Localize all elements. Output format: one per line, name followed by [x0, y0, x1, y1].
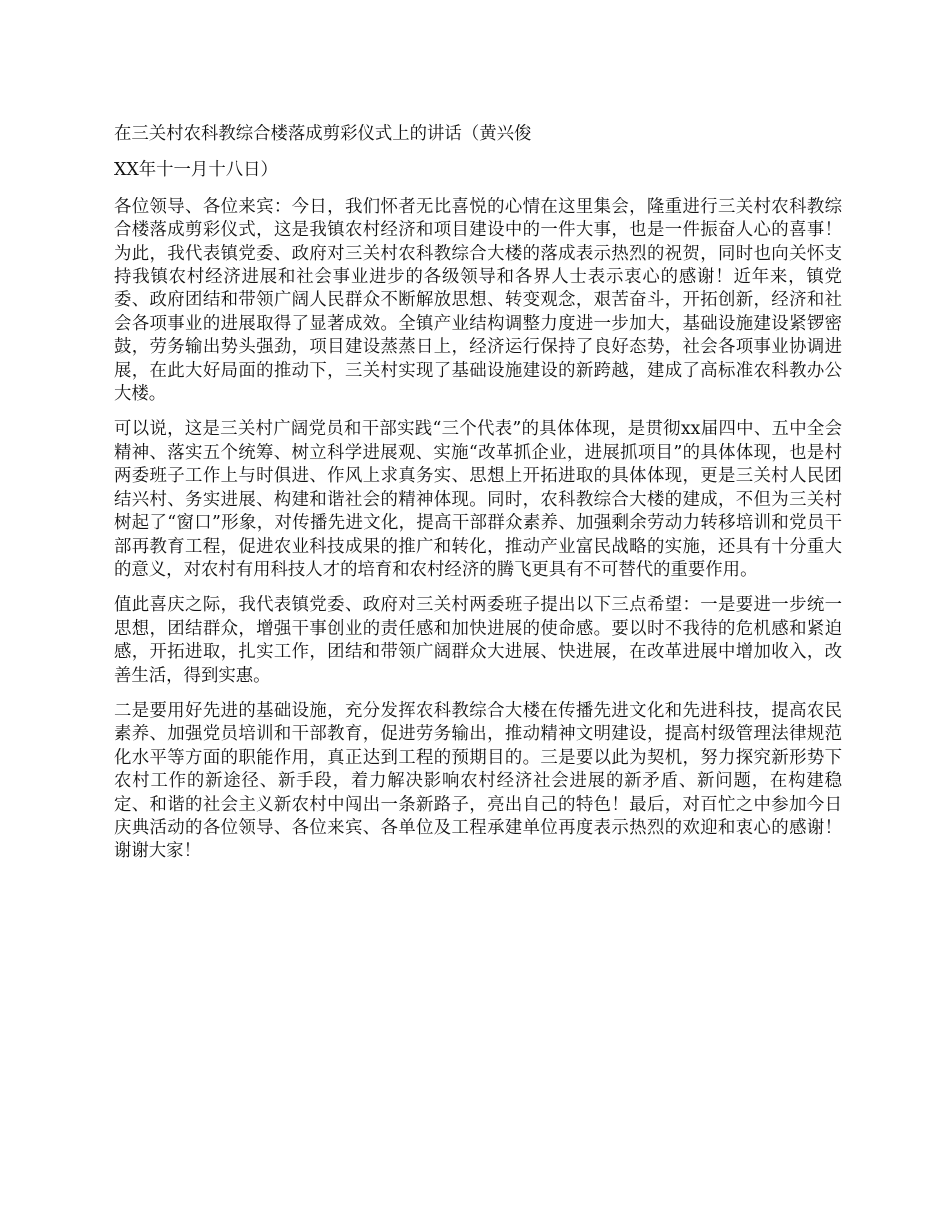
paragraph-1: 各位领导、各位来宾：今日，我们怀者无比喜悦的心情在这里集会，隆重进行三关村农科教综合楼落成剪彩仪式，这是我镇农村经济和项目建设中的一件大事，也是一件振奋人心的喜事！为此，我代表镇党委、政府对三关村农科教综合大楼的落成表示热烈的祝贺，同时也向关怀支持我镇农村经济进展和社会事业进步的各级领导和各界人士表示衷心的感谢！近年来，镇党委、政府团结和带领广阔人民群众不断解放思想、转变观念，艰苦奋斗，开拓创新，经济和社会各项事业的进展取得了显著成效。全镇产业结构调整力度进一步加大，基础设施建设紧锣密鼓，劳务输出势头强劲，项目建设蒸蒸日上，经济运行保持了良好态势，社会各项事业协调进展，在此大好局面的推动下，三关村实现了基础设施建设的新跨越，建成了高标准农科教办公大楼。: [114, 196, 842, 405]
document-title-line-2: XX年十一月十八日）: [114, 160, 278, 181]
paragraph-2: 可以说，这是三关村广阔党员和干部实践“三个代表”的具体体现，是贯彻xx届四中、五中全会精神、落实五个统筹、树立科学进展观、实施“改革抓企业，进展抓项目”的具体体现，也是村两委班子工作上与时俱进、作风上求真务实、思想上开拓进取的具体体现，更是三关村人民团结兴村、务实进展、构建和谐社会的精神体现。同时，农科教综合大楼的建成，不但为三关村树起了“窗口”形象，对传播先进文化，提高干部群众素养、加强剩余劳动力转移培训和党员干部再教育工程，促进农业科技成果的推广和转化，推动产业富民战略的实施，还具有十分重大的意义，对农村有用科技人才的培育和农村经济的腾飞更具有不可替代的重要作用。: [114, 419, 842, 580]
paragraph-4: 二是要用好先进的基础设施，充分发挥农科教综合大楼在传播先进文化和先进科技，提高农民素养、加强党员培训和干部教育，促进劳务输出，推动精神文明建设，提高村级管理法律规范化水平等方面的职能作用，真正达到工程的预期目的。三是要以此为契机，努力探究新形势下农村工作的新途径、新手段，着力解决影响农村经济社会进展的新矛盾、新问题，在构建稳定、和谐的社会主义新农村中闯出一条新路子，亮出自己的特色！最后，对百忙之中参加今日庆典活动的各位领导、各位来宾、各单位及工程承建单位再度表示热烈的欢迎和衷心的感谢！谢谢大家！: [114, 700, 842, 862]
paragraph-3: 值此喜庆之际，我代表镇党委、政府对三关村两委班子提出以下三点希望：一是要进一步统一思想，团结群众，增强干事创业的责任感和加快进展的使命感。要以时不我待的危机感和紧迫感，开拓进取，扎实工作，团结和带领广阔群众大进展、快进展，在改革进展中增加收入，改善生活，得到实惠。: [114, 595, 842, 686]
document-title-line-1: 在三关村农科教综合楼落成剪彩仪式上的讲话（黄兴俊: [114, 124, 532, 144]
document-page: [114, 123, 842, 876]
